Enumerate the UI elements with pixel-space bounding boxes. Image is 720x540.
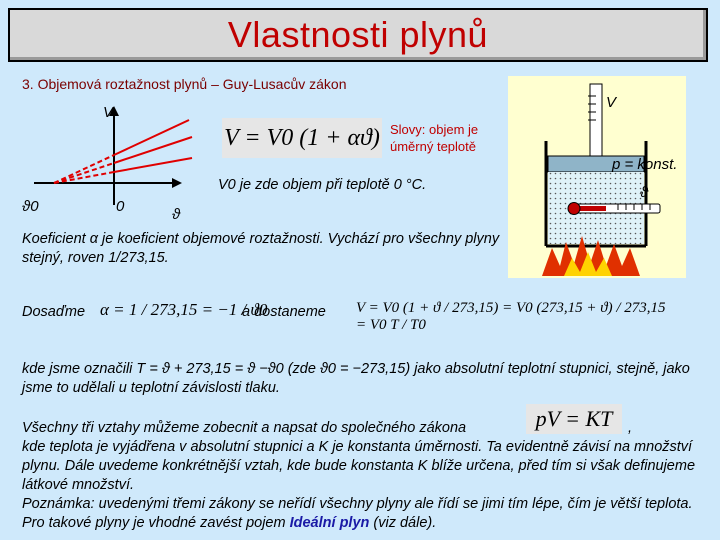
pv-formula: pV = KT xyxy=(526,404,622,434)
koeficient-text: Koeficient α je koeficient objemové roztažnosti. Vychází pro všechny plyny stejný, roven 1/273,15. xyxy=(22,231,500,266)
formula-main: V = V0 (1 + αϑ) xyxy=(222,118,382,158)
poznamka-text xyxy=(22,495,698,533)
theta-axis-arrow xyxy=(172,178,182,188)
comma: , xyxy=(628,420,633,436)
page-title: Vlastnosti plynů xyxy=(227,14,489,55)
graph-theta-label: ϑ xyxy=(172,206,181,223)
formula-chain: V = V0 (1 + ϑ / 273,15) = V0 (273,15 + ϑ) / 273,15 = V0 T / T0 xyxy=(356,300,666,333)
idealni-plyn-link[interactable]: Ideální plyn xyxy=(289,515,370,531)
apparatus-drawing xyxy=(508,76,686,278)
line1-dashed xyxy=(54,155,114,183)
v0-note: V0 je zde objem při teplotě 0 °C. xyxy=(218,177,427,193)
title-box xyxy=(8,8,708,62)
poznamka-main: Poznámka: uvedenými třemi zákony se neřídí všechny plyny ale řídí se jimi tím lépe, čím je větší teplota. Pro takové plyny je vhodné zavést pojem xyxy=(22,496,693,531)
viz-dale: (viz dále). xyxy=(373,515,437,531)
graph-v-label: V xyxy=(103,104,114,121)
dostaneme-label: a dostaneme xyxy=(242,304,326,320)
vsechny-intro: Všechny tři vztahy můžeme zobecnit a napsat do společného zákona xyxy=(22,420,467,436)
dosadme-label: Dosaďme xyxy=(22,304,86,320)
graph-theta0-label: ϑ0 xyxy=(22,198,39,215)
formula-alpha: α = 1 / 273,15 = −1 / ϑ0 xyxy=(100,300,268,319)
section-subtitle: 3. Objemová roztažnost plynů – Guy-Lusacův zákon xyxy=(22,76,347,92)
apparatus-p-label: p = konst. xyxy=(612,156,678,173)
apparatus-theta-label: ϑ xyxy=(640,184,649,201)
vsechny-rest: kde teplota je vyjádřena v absolutní stupnici a K je konstanta úměrnosti. Ta evidentně závisí na množství plynu. Dále uvedeme konkrétnější vztah, kde bude konstanta K blíže určena, před tím si však definujeme látkové množství. xyxy=(22,439,696,493)
line3-dashed xyxy=(54,172,114,183)
graph-zero-label: 0 xyxy=(116,198,125,215)
slovy-note: Slovy: objem je úměrný teplotě xyxy=(390,122,479,154)
kde-jsme-text: kde jsme označili T = ϑ + 273,15 = ϑ −ϑ0 (zde ϑ0 = −273,15) jako absolutní teplotní stupnici, stejně, jako jsme to udělali u teplotní závislosti tlaku. xyxy=(22,361,690,396)
apparatus-v-label: V xyxy=(606,94,617,111)
